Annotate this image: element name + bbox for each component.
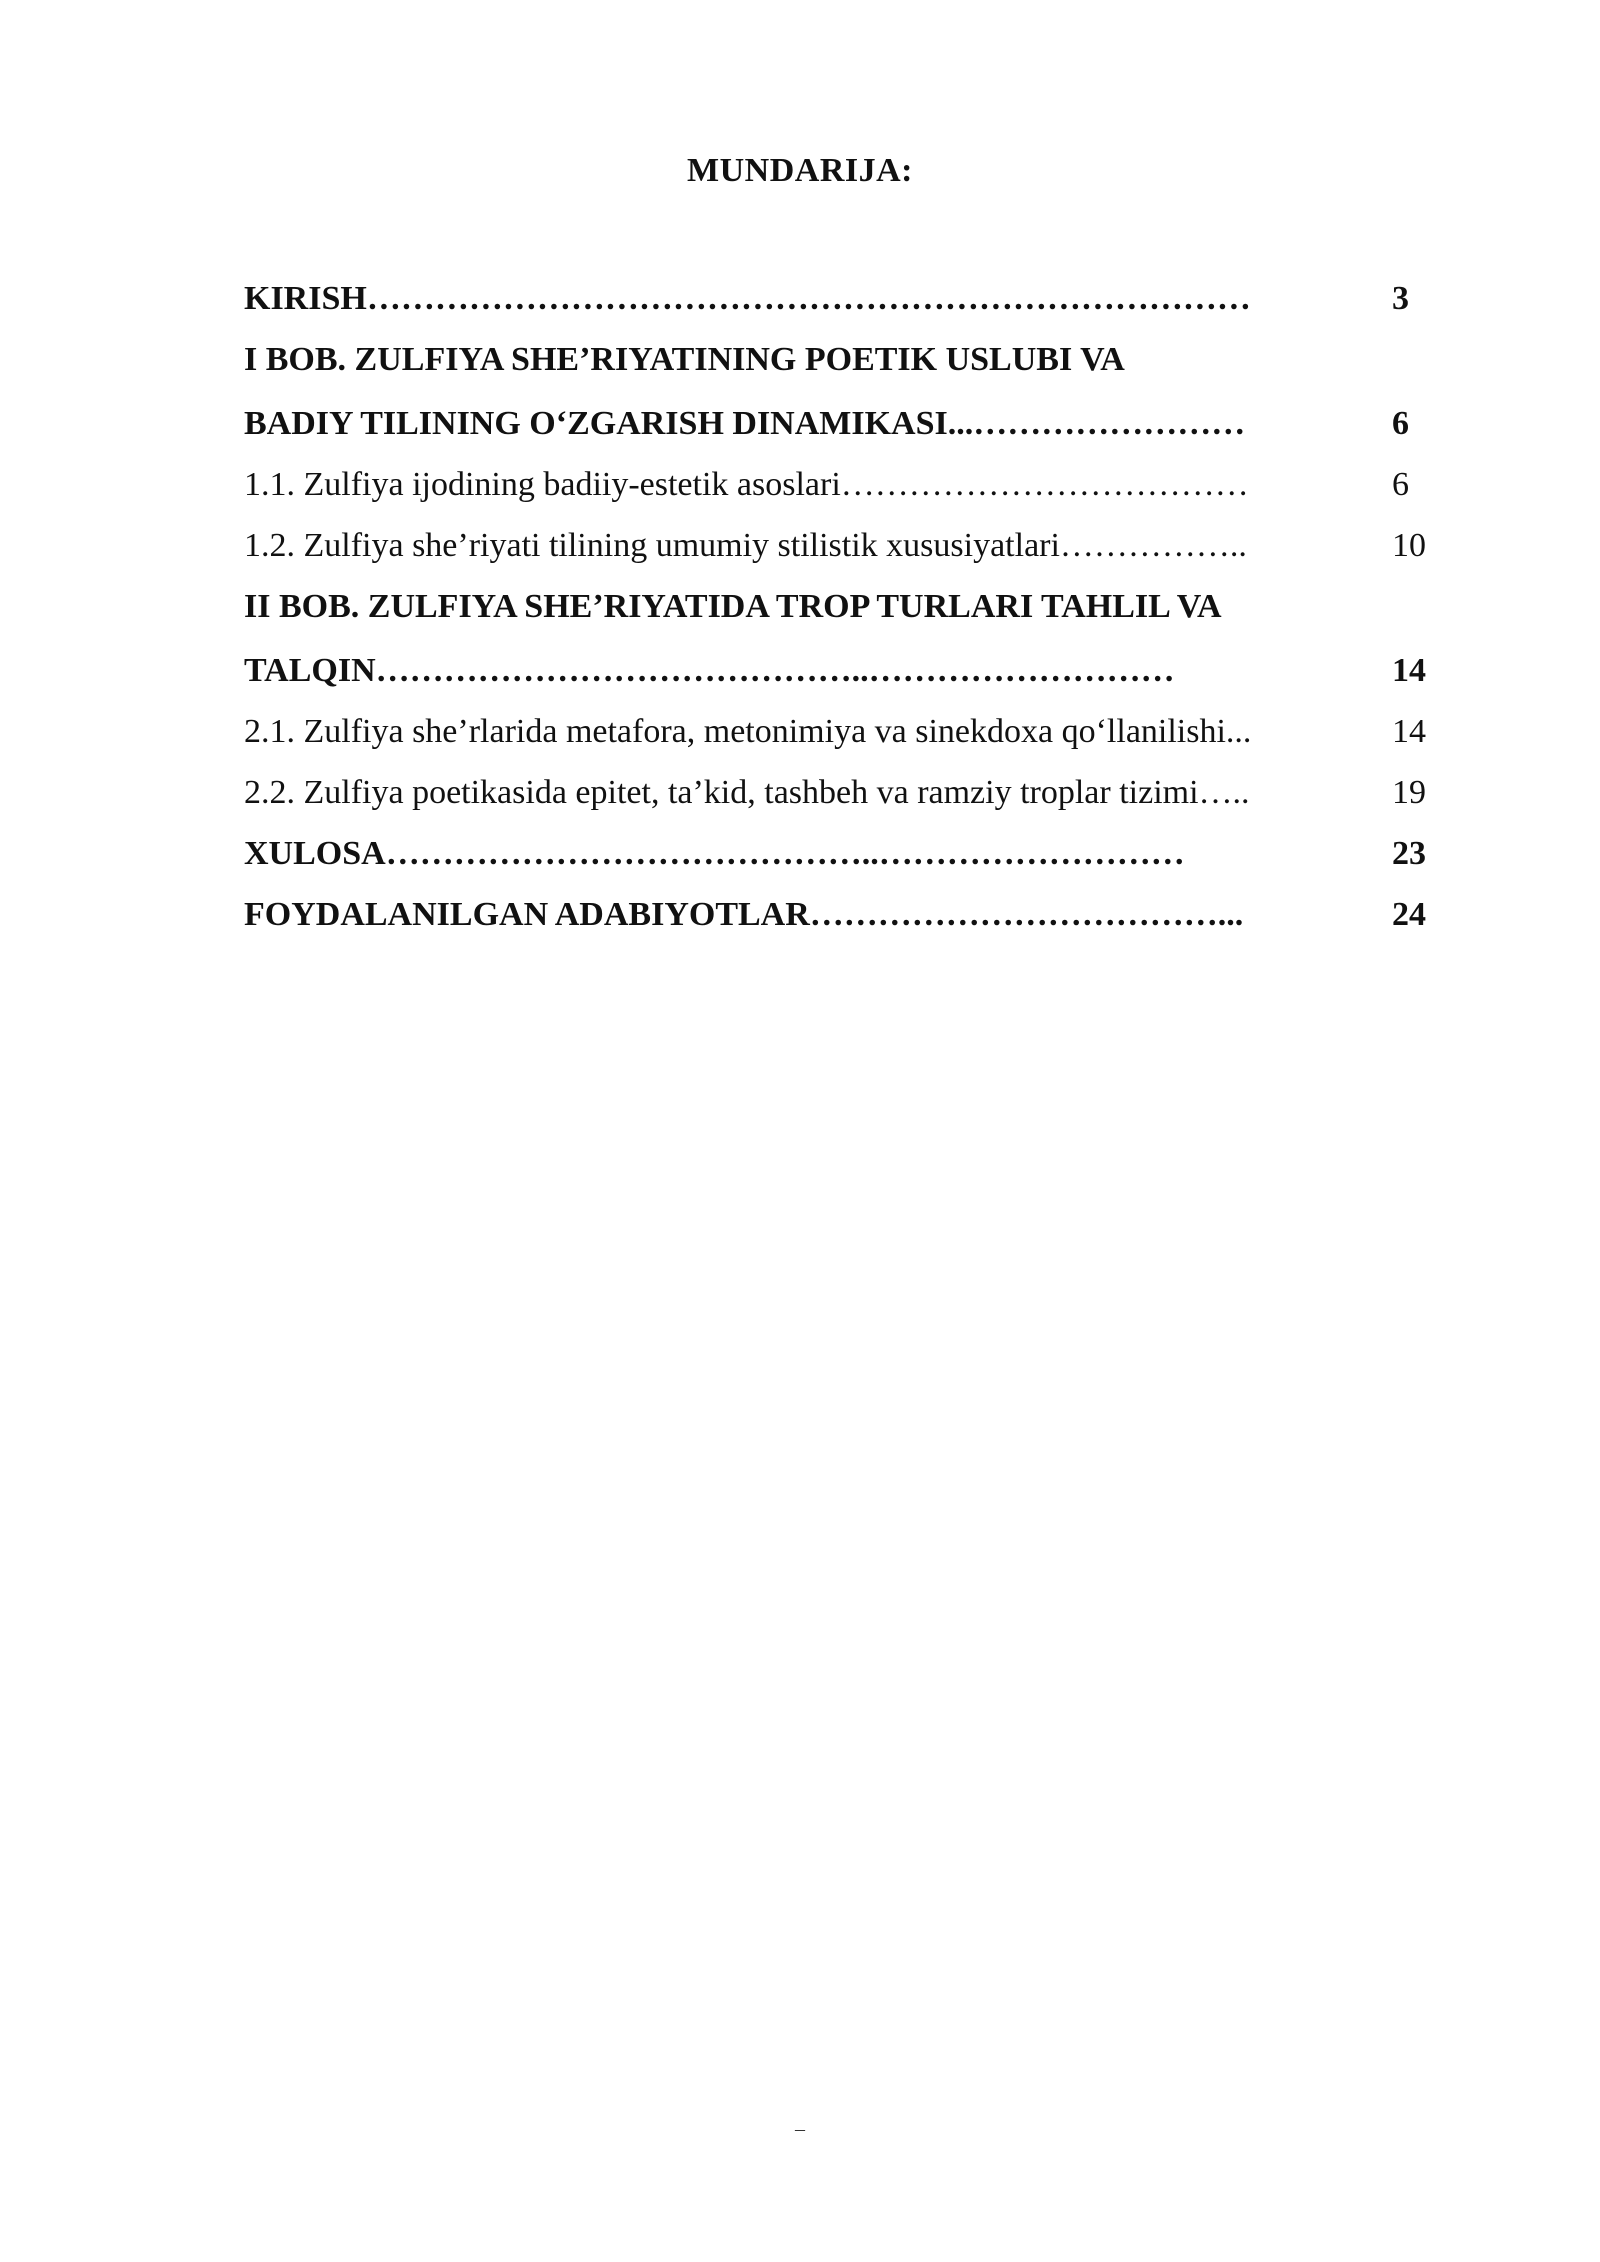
toc-entry-text: I BOB. ZULFIYA SHE’RIYATINING POETIK USLUBI VA <box>244 341 1125 378</box>
toc-page-number: 14 <box>1392 713 1426 750</box>
toc-entry-text: 1.2. Zulfiya she’riyati tilining umumiy stilistik xususiyatlari…………….. <box>244 527 1247 564</box>
toc-entry-text: 2.1. Zulfiya she’rlarida metafora, metonimiya va sinekdoxa qo‘llanilishi... <box>244 713 1252 750</box>
toc-entry-section-1-2 <box>244 527 1434 588</box>
toc-entry-text: BADIY TILINING O‘ZGARISH DINAMIKASI...…………………… <box>244 405 1246 442</box>
toc-entry-text: 1.1. Zulfiya ijodining badiiy-estetik asoslari……………………………… <box>244 466 1249 503</box>
toc-entry-chapter-1-line-1 <box>244 341 1434 405</box>
page-footer-mark: – <box>795 2118 805 2140</box>
toc-entry-xulosa <box>244 835 1434 896</box>
toc-page-number: 24 <box>1392 896 1426 933</box>
toc-entry-chapter-1-line-2 <box>244 405 1434 466</box>
toc-entry-text: XULOSA……………………………………..……………………… <box>244 835 1185 872</box>
toc-entry-section-2-2 <box>244 774 1434 835</box>
toc-page-number: 6 <box>1392 405 1409 442</box>
toc-entry-text: FOYDALANILGAN ADABIYOTLAR………………………………... <box>244 896 1244 933</box>
toc-entry-section-1-1 <box>244 466 1434 527</box>
toc-entry-bibliography <box>244 896 1434 957</box>
toc-page-number: 6 <box>1392 466 1409 503</box>
toc-entry-text: TALQIN……………………………………..……………………… <box>244 652 1175 689</box>
toc-entry-chapter-2-line-2 <box>244 652 1434 713</box>
toc-entry-text: 2.2. Zulfiya poetikasida epitet, ta’kid, tashbeh va ramziy troplar tizimi….. <box>244 774 1250 811</box>
toc-entry-text: II BOB. ZULFIYA SHE’RIYATIDA TROP TURLARI TAHLIL VA <box>244 588 1222 625</box>
table-of-contents <box>244 280 1434 957</box>
toc-entry-chapter-2-line-1 <box>244 588 1434 652</box>
toc-entry-kirish <box>244 280 1434 341</box>
toc-page-number: 23 <box>1392 835 1426 872</box>
page-title: MUNDARIJA: <box>687 152 913 189</box>
toc-page-number: 3 <box>1392 280 1409 317</box>
toc-entry-section-2-1 <box>244 713 1434 774</box>
toc-page-number: 10 <box>1392 527 1426 564</box>
toc-page-number: 19 <box>1392 774 1426 811</box>
toc-page-number: 14 <box>1392 652 1426 689</box>
toc-entry-text: KIRISH…………………………………………………………………… <box>244 280 1251 317</box>
